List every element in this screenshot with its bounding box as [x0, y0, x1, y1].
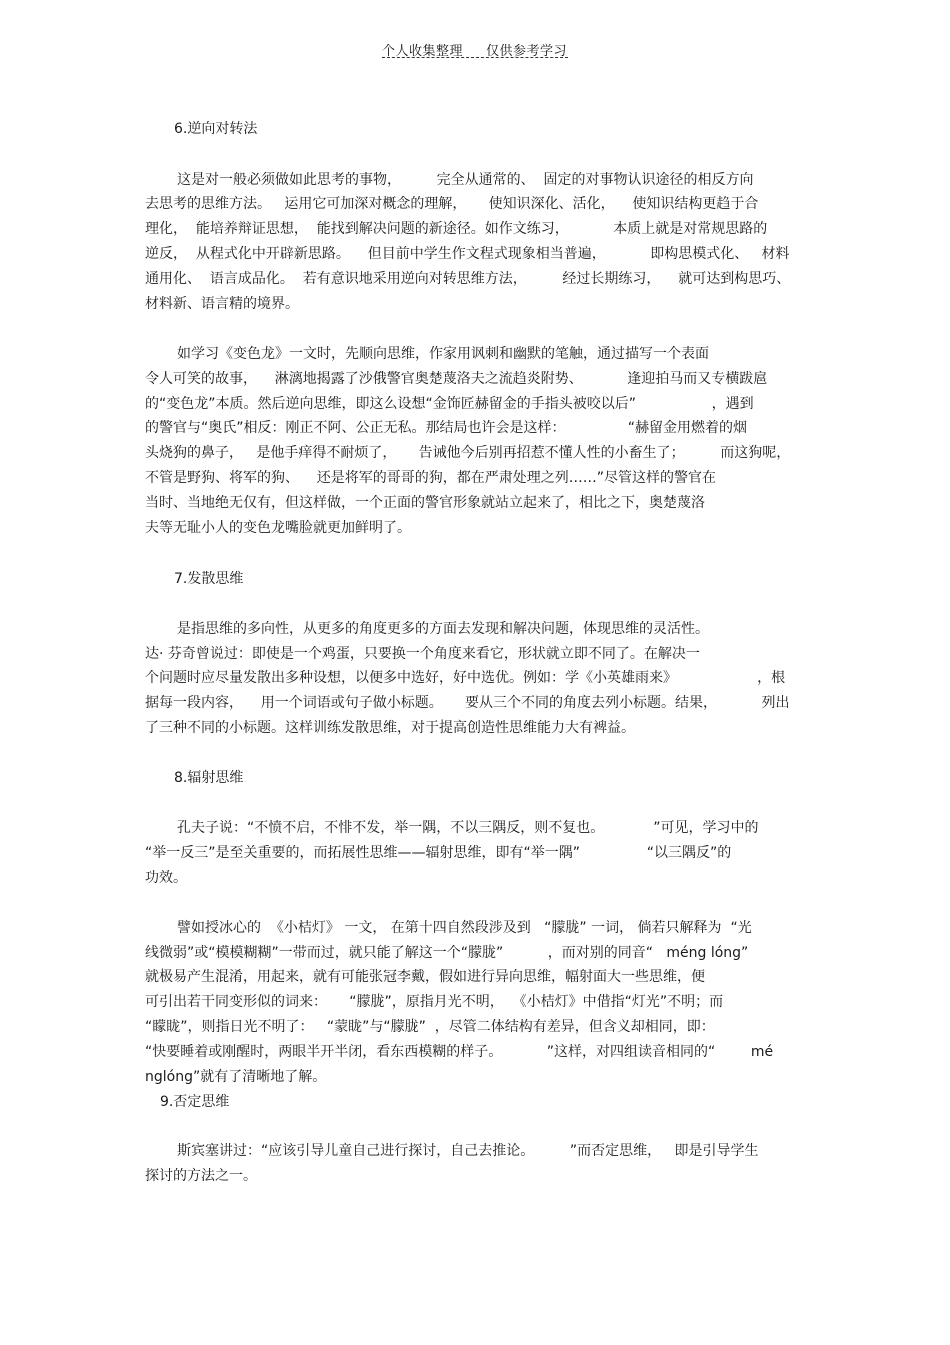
text-line: 譬如授冰心的 《小桔灯》 一文， 在第十四自然段涉及到 “朦胧” 一词， 倘若只解释为 “光 [177, 920, 752, 936]
header-right-text: 仅供参考学习 [486, 44, 568, 59]
text-line: 达· 芬奇曾说过：即使是一个鸡蛋，只要换一个角度来看它，形状就立即不同了。在解决一 [145, 646, 700, 662]
text-line: 探讨的方法之一。 [145, 1168, 257, 1184]
text-line: 的警官与“奥氏”相反：刚正不阿、公正无私。那结局也许会是这样： “赫留金用燃着的烟 [145, 420, 748, 436]
text-line: 当时、当地绝无仅有，但这样做，一个正面的警官形象就站立起来了，相比之下，奥楚蔑洛 [145, 495, 705, 511]
text-line: 斯宾塞讲过：“应该引导儿童自己进行探讨，自己去推论。 ”而否定思维， 即是引导学生 [177, 1143, 759, 1159]
section-heading-divergent-thinking: 7.发散思维 [174, 571, 244, 587]
text-line: 的“变色龙”本质。然后逆向思维，即这么设想“金饰匠赫留金的手指头被咬以后” ，遇到 [145, 396, 754, 412]
header-divider [382, 57, 568, 58]
text-line: 功效。 [145, 870, 187, 886]
text-line: 据每一段内容， 用一个词语或句子做小标题。 要从三个不同的角度去列小标题。结果， 列出 [145, 695, 790, 711]
text-line: 令人可笑的故事， 淋漓地揭露了沙俄警官奥楚蔑洛夫之流趋炎附势、 逢迎拍马而又专横跋扈 [145, 371, 768, 387]
header-left-text: 个人收集整理 [382, 44, 464, 59]
text-line: “快要睡着或刚醒时，两眼半开半闭，看东西模糊的样子。 ”这样，对四组读音相同的“ mé [145, 1044, 774, 1060]
section-heading-reverse-thinking: 6.逆向对转法 [174, 121, 258, 137]
text-line: “矇眬”，则指日光不明了： “蒙眬”与“朦胧” ，尽管二体结构有差异，但含义却相同，即： [145, 1019, 715, 1035]
text-line: 这是对一般必须做如此思考的事物， 完全从通常的、 固定的对事物认识途径的相反方向 [177, 172, 754, 188]
text-line: 可引出若干同变形似的词来： “朦胧”，原指月光不明， 《小桔灯》中借指“灯光”不明；而 [145, 994, 724, 1010]
text-line: 逆反， 从程式化中开辟新思路。 但目前中学生作文程式现象相当普遍， 即构思模式化、 材料 [145, 246, 790, 262]
text-line: 线微弱”或“模模糊糊”一带而过，就只能了解这一个“朦胧” ，而对别的同音“ méng lóng” [145, 945, 749, 961]
text-line: 孔夫子说：“不愤不启，不悱不发，举一隅，不以三隅反，则不复也。 ”可见，学习中的 [177, 820, 759, 836]
text-line: 夫等无耻小人的变色龙嘴脸就更加鲜明了。 [145, 520, 411, 536]
text-line: 不管是野狗、将军的狗、 还是将军的哥哥的狗，都在严肃处理之列……”尽管这样的警官在 [145, 470, 717, 486]
text-line: 就极易产生混淆，用起来，就有可能张冠李戴，假如进行异向思维，幅射面大一些思维，便 [145, 969, 705, 985]
text-line: nglóng”就有了清晰地了解。 [145, 1069, 327, 1085]
text-line: 材料新、语言精的境界。 [145, 296, 299, 312]
text-line: 头烧狗的鼻子， 是他手痒得不耐烦了， 告诫他今后别再招惹不懂人性的小畜生了； 而这狗呢， [145, 445, 791, 461]
text-line: 通用化、 语言成品化。 若有意识地采用逆向对转思维方法， 经过长期练习， 就可达到构思巧、 [145, 271, 791, 287]
text-line: 个问题时应尽量发散出多种设想，以便多中选好，好中选优。例如：学《小英雄雨来》 ，根 [145, 670, 786, 686]
text-line: 了三种不同的小标题。这样训练发散思维，对于提高创造性思维能力大有裨益。 [145, 720, 635, 736]
text-line: “举一反三”是至关重要的，而拓展性思维——辐射思维，即有“举一隅” “以三隅反”的 [145, 845, 732, 861]
text-line: 去思考的思维方法。 运用它可加深对概念的理解， 使知识深化、活化， 使知识结构更趋于合 [145, 196, 759, 212]
text-line: 是指思维的多向性，从更多的角度更多的方面去发现和解决问题，体现思维的灵活性。 [177, 621, 709, 637]
section-heading-negative-thinking: 9.否定思维 [160, 1094, 230, 1110]
page-header [382, 38, 568, 60]
section-heading-radial-thinking: 8.辐射思维 [174, 770, 244, 786]
text-line: 理化， 能培养辩证思想， 能找到解决问题的新途径。如作文练习， 本质上就是对常规思路的 [145, 221, 768, 237]
text-line: 如学习《变色龙》一文时，先顺向思维，作家用讽刺和幽默的笔触，通过描写一个表面 [177, 346, 709, 362]
